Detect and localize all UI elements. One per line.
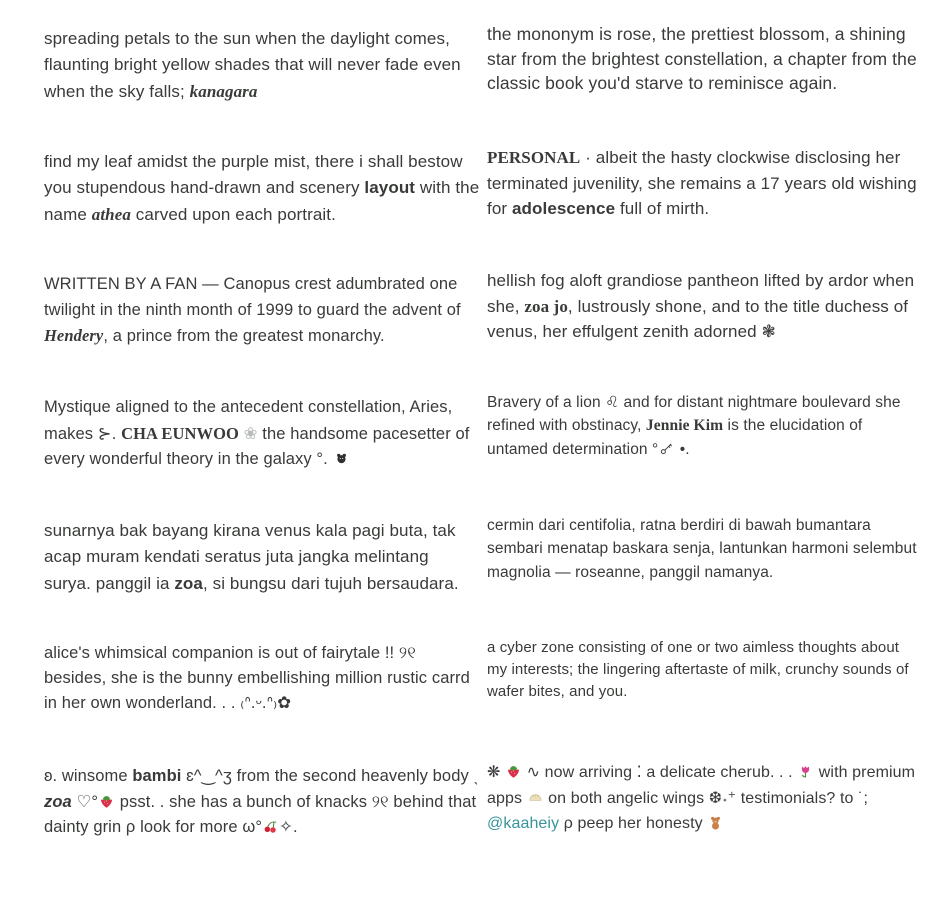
bio-card-rose xyxy=(487,22,929,149)
text-segment: Bravery of a lion ♌ and for distant nightmare boulevard she refined with obstinacy, xyxy=(487,394,901,435)
text-segment: hellish fog aloft grandiose pantheon lifted by ardor when she, xyxy=(487,271,915,316)
text-segment: Mystique aligned to the antecedent constellation, Aries, makes ⊱. xyxy=(44,398,453,443)
text-segment: ♡° psst. . she has a bunch of knacks ୨୧ behind that dainty grin ρ look for more ω° ✧. xyxy=(44,792,477,837)
tulip-icon xyxy=(798,764,813,779)
bio-card-cyber-zone xyxy=(487,637,929,764)
text-segment: full of mirth. xyxy=(615,199,710,218)
bio-card-hendery xyxy=(44,272,480,395)
text-segment: sunarnya bak bayang kirana venus kala pagi buta, tak acap muram kendati seratus juta jangka melintang surya. panggil ia xyxy=(44,521,456,593)
cherries-icon xyxy=(263,819,278,834)
bio-card-alice xyxy=(44,641,480,764)
bio-card-roseanne xyxy=(487,514,929,641)
text-segment: spreading petals to the sun when the daylight comes, flaunting bright yellow shades that will never fade even when the sky falls; xyxy=(44,29,461,101)
bio-card-personal xyxy=(487,145,929,272)
text-segment: , si bungsu dari tujuh bersaudara. xyxy=(202,573,459,593)
text-segment: kanagara xyxy=(189,81,258,101)
text-segment: adolescence xyxy=(511,199,616,218)
teddy-bear-icon xyxy=(708,815,723,830)
bio-card-bambi xyxy=(44,764,480,887)
bio-card-athea xyxy=(44,149,480,272)
text-segment: bambi xyxy=(132,767,182,785)
text-segment: ❀ xyxy=(243,424,258,443)
text-segment: athea xyxy=(91,204,131,224)
text-segment: Hendery xyxy=(44,326,104,346)
bio-card-kanagara xyxy=(44,26,480,149)
bio-card-cherub xyxy=(487,760,929,887)
text-segment: find my leaf amidst the purple mist, there i shall bestow you stupendous hand-drawn and scenery xyxy=(44,152,463,198)
bio-card-zoa-sunda xyxy=(44,518,480,641)
text-segment: the mononym is rose, the prettiest blossom, a shining star from the brightest constellation, a chapter from the classic book you'd starve to reminisce again. xyxy=(487,24,917,93)
bio-card-jennie-kim xyxy=(487,391,929,518)
key-icon xyxy=(659,441,674,456)
strawberry-icon xyxy=(99,794,114,809)
bear-icon xyxy=(334,451,349,466)
text-segment: ρ peep her honesty xyxy=(559,815,724,832)
text-segment: zoa xyxy=(174,573,203,593)
text-segment: a cyber zone consisting of one or two aimless thoughts about my interests; the lingering aftertaste of milk, crunchy sounds of wafer bites, and you. xyxy=(487,639,909,700)
text-segment: ʚ. winsome xyxy=(44,767,133,785)
text-segment: is the elucidation of untamed determination ° •. xyxy=(487,417,863,458)
bio-card-cha-eunwoo xyxy=(44,395,480,518)
strawberry-icon xyxy=(506,764,521,779)
text-segment: CHA EUNWOO xyxy=(121,423,239,443)
text-segment: carved upon each portrait. xyxy=(130,204,336,224)
text-segment: cermin dari centifolia, ratna berdiri di bawah bumantara sembari menatap baskara senja, lantunkan harmoni selembut magnolia — roseanne, panggil namanya. xyxy=(487,517,917,581)
text-segment: WRITTEN BY A FAN — Canopus crest adumbrated one twilight in the ninth month of 1999 to guard the advent of xyxy=(44,275,461,319)
text-segment: · albeit the hasty clockwise disclosing her terminated juvenility, she remains a 17 years old wishing for xyxy=(487,148,917,218)
text-segment: the handsome pacesetter of every wonderful theory in the galaxy °. xyxy=(44,424,470,469)
text-segment: zoa xyxy=(44,792,72,811)
dumpling-icon xyxy=(528,790,543,805)
text-segment: zoa jo xyxy=(524,296,568,316)
text-segment: ɛ^‿^ʒ from the second heavenly body ˎ xyxy=(181,767,480,785)
text-segment: ❋ ∿ now arriving ⁚ a delicate cherub. . . with premium apps on both angelic wings ❆˖⁺ testimonials? to ˙; xyxy=(487,764,916,807)
text-segment: with the name xyxy=(44,178,480,224)
handle-link[interactable]: @kaaheiy xyxy=(487,815,560,833)
text-segment: alice's whimsical companion is out of fairytale !! ୨୧ besides, she is the bunny embellishing million rustic carrd in her own wonderland. . . ₍ᐢ.ᵕ.ᐢ₎✿ xyxy=(44,644,470,712)
text-segment: Jennie Kim xyxy=(645,417,724,435)
text-segment: , a prince from the greatest monarchy. xyxy=(103,327,385,346)
text-segment: layout xyxy=(364,178,416,198)
text-segment: , lustrously shone, and to the title duchess of venus, her effulgent zenith adorned ❃ xyxy=(487,296,909,341)
text-segment: PERSONAL xyxy=(487,148,581,167)
bio-card-zoa-jo xyxy=(487,268,929,395)
